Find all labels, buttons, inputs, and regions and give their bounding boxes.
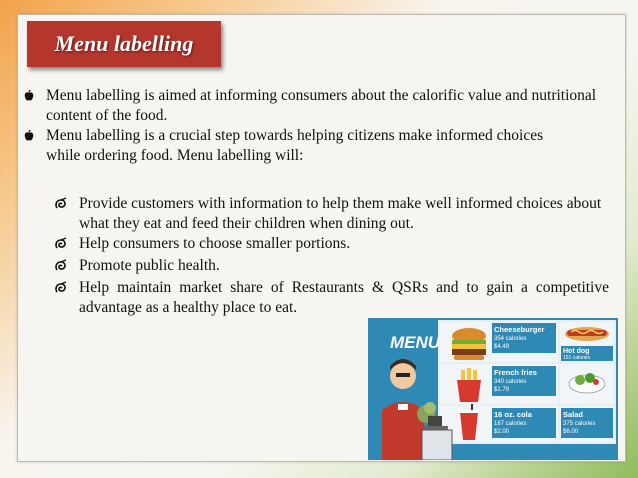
menu-item-price: $1.79 — [494, 387, 510, 393]
menu-item-name: Hot dog — [563, 348, 590, 355]
slide-title: Menu labelling — [54, 31, 194, 56]
menu-item-name: French fries — [494, 368, 537, 377]
menu-heading: MENU — [390, 333, 441, 352]
bullet-text: Menu labelling is aimed at informing consumers about the calorific value and nutritional content of the food. — [46, 87, 597, 124]
menu-item-calories: 151 calories — [563, 355, 590, 361]
menu-item-name: Cheeseburger — [494, 325, 545, 334]
apple-bullet-icon — [24, 130, 34, 142]
swirl-bullet-icon — [54, 281, 68, 295]
title-banner — [27, 21, 221, 67]
sub-bullet-item — [79, 278, 609, 318]
sub-bullet-item — [79, 256, 609, 276]
menu-item-calories: 375 calories — [563, 421, 596, 427]
bullet-item — [46, 126, 566, 166]
sub-bullet-text: Promote public health. — [79, 257, 220, 274]
burger-icon — [452, 328, 486, 360]
menu-item-name: Salad — [563, 410, 584, 419]
menu-item-name: 16 oz. cola — [494, 410, 532, 419]
sub-bullet-text: Help consumers to choose smaller portions. — [79, 235, 351, 252]
menu-item-price: $6.00 — [563, 429, 579, 435]
menu-item-price: $2.00 — [494, 429, 510, 435]
swirl-bullet-icon — [54, 259, 68, 273]
sub-bullet-item — [79, 234, 609, 254]
menu-item-calories: 340 calories — [494, 379, 527, 385]
bullet-text: Menu labelling is a crucial step towards helping citizens make informed choices while ordering food. Menu labelling will: — [46, 127, 544, 164]
menu-item-calories: 187 calories — [494, 421, 527, 427]
bullet-item — [46, 86, 616, 126]
swirl-bullet-icon — [54, 197, 68, 211]
sub-bullet-text: Provide customers with information to help them make well informed choices about what they eat and feed their children when dining out. — [79, 195, 602, 232]
menu-item-price: $4.49 — [494, 344, 510, 350]
swirl-bullet-icon — [54, 237, 68, 251]
apple-bullet-icon — [24, 90, 34, 102]
sub-bullet-item — [79, 194, 609, 234]
sub-bullet-text: Help maintain market share of Restaurants & QSRs and to gain a competitive advantage as a healthy place to eat. — [79, 279, 609, 316]
menu-board-illustration — [368, 318, 618, 460]
menu-item-calories: 354 calories — [494, 336, 527, 342]
hotdog-icon — [565, 327, 609, 341]
